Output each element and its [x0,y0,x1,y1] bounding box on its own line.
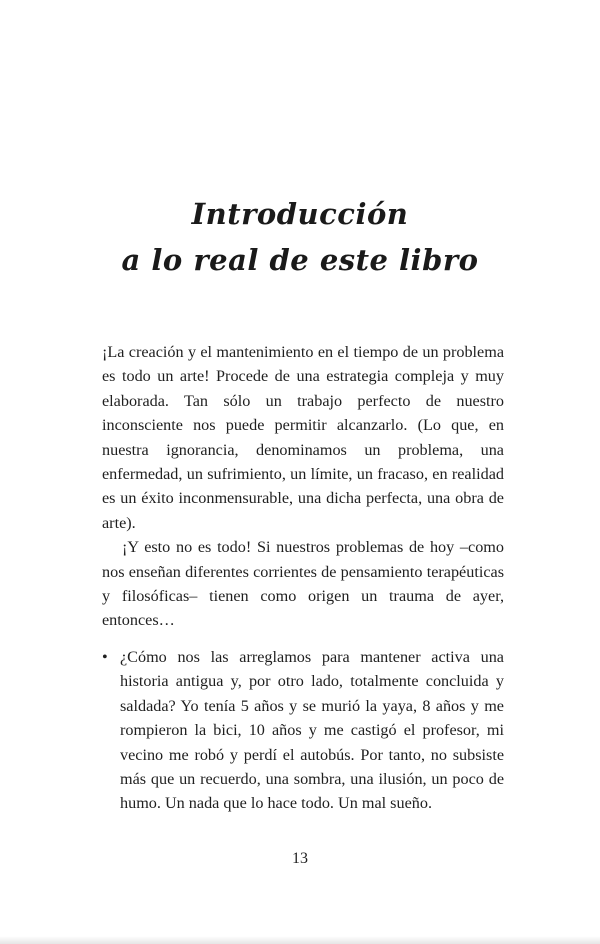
chapter-title-line-1: Introducción [191,197,409,232]
chapter-title [0,191,600,283]
bullet-icon: • [102,648,108,666]
list-item-text: ¿Cómo nos las arreglamos para mantener activa una historia antigua y, por otro lado, totalmente concluida y saldada? Yo tenía 5 años y se murió la yaya, 8 años y me rompieron la bici, 10 años y me castigó el profesor, mi vecino me robó y perdí el autobús. Por tanto, no subsiste más que un recuerdo, una sombra, una ilusión, un poco de humo. Un nada que lo hace todo. Un mal sueño. [120,648,504,813]
page-edge-shadow [0,936,600,944]
list-item [102,645,504,816]
bullet-list [102,645,504,816]
paragraph-1: ¡La creación y el mantenimiento en el tiempo de un problema es todo un arte! Procede de una estrategia compleja y muy elaborada. Tan sólo un trabajo perfecto de nuestro inconsciente nos puede permitir alcanzarlo. (Lo que, en nuestra ignorancia, denominamos un problema, una enfermedad, un sufrimiento, un límite, un fracaso, en realidad es un éxito inconmensurable, una dicha perfecta, una obra de arte). [102,343,504,532]
page-number: 13 [292,850,308,867]
paragraph-2: ¡Y esto no es todo! Si nuestros problemas de hoy –como nos enseñan diferentes corrientes de pensamiento terapéuticas y filosóficas– tienen como origen un trauma de ayer, entonces… [102,538,504,630]
chapter-title-line-2: a lo real de este libro [121,243,479,278]
body-text [102,340,504,633]
